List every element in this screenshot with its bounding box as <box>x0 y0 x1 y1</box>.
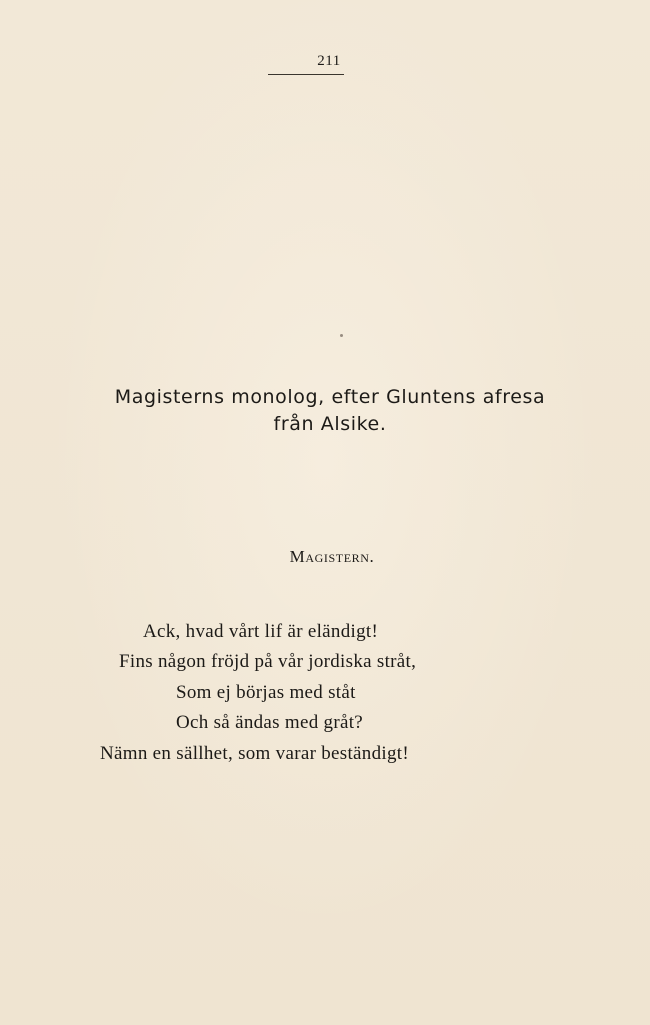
page-number-rule <box>268 74 344 75</box>
verse-line: Nämn en sällhet, som varar beständigt! <box>100 743 409 764</box>
verse-line: Som ej börjas med ståt <box>176 682 356 703</box>
paper-speck <box>340 334 343 337</box>
poem-title-line-2: från Alsike. <box>273 413 387 435</box>
verse-line: Och så ändas med gråt? <box>176 712 364 733</box>
poem-title <box>5 384 650 438</box>
page-number: 211 <box>317 53 341 69</box>
verse-line: Ack, hvad vårt lif är eländigt! <box>143 621 379 642</box>
poem-title-line-1: Magisterns monolog, efter Gluntens afresa <box>114 386 546 408</box>
verse-line: Fins någon fröjd på vår jordiska stråt, <box>119 651 417 672</box>
speaker-name: Magistern. <box>289 547 375 566</box>
